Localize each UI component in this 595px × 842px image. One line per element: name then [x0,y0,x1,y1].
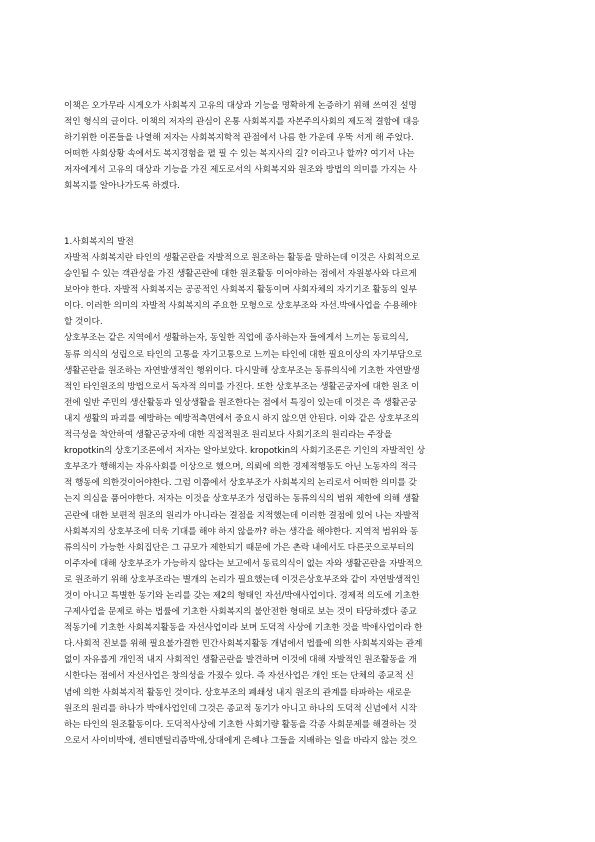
text-line: 곤란에 대한 보편적 원조의 원리가 아니라는 결점을 지적했는데 이러한 결점에 있어 나는 자발적 [64,510,420,521]
text-line: 저자에게서 고유의 대상과 기능을 가진 제도로서의 사회복지와 원조와 방법의 의미를 가지는 사 [64,165,417,176]
text-line: 원조의 원리를 하나가 박애사업인데 그것은 종교적 동기가 아니고 하나의 도덕적 신념에서 시작 [64,703,417,714]
text-line: 어떠한 사회상황 속에서도 복지경험을 펼 필 수 있는 복지사의 길? 이라고나 할까? 여기서 나는 [64,149,415,160]
text-line: 로 원조하기 위해 상호부조라는 별개의 논리가 필요했는데 이것은상호부조와 같이 자연발생적인 [64,574,420,585]
section-1-body [64,250,531,749]
text-line: 회복지를 알아나가도록 하겠다. [64,181,180,192]
text-line: 적인 타인원조의 방법으로서 독자적 의미를 가진다. 또한 상호부조는 생활곤궁자에 대한 원조 이 [64,381,420,392]
text-line: 상호부조는 같은 지역에서 생활하는자, 동일한 직업에 종사하는자 들에게서 느끼는 동료의식, [64,333,409,344]
text-line: 류의식이 가능한 사회집단은 그 규모가 제한되기 때문에 가은 촌락 내에서도 다른곳으로부터의 [64,542,415,553]
text-line: 적극성을 착안하여 생활곤궁자에 대한 직접적원조 원리보다 사회기조의 원리라는 주장을 [64,430,393,441]
text-line: 할 것이다. [64,317,103,328]
text-line: 이다. 이러한 의미의 자발적 사회복지의 주요한 모형으로 상호부조와 자선.박애사업을 수용해야 [64,301,417,312]
text-line: 자발적 사회복지란 타인의 생활곤란을 자발적으로 원조하는 활동을 말하는데 이것은 사회적으로 [64,253,420,263]
section-heading: 1.사회복지의 발전 [64,237,134,247]
text-line: 구제사업을 문제로 하는 법률에 기초한 사회복지의 불안전한 형태로 보는 것이 타당하겠다 종교 [64,607,417,618]
text-line: 동류 의식의 성립으로 타인의 고통을 자기고통으로 느끼는 타인에 대한 필요이상의 자기부담으로 [64,349,423,360]
text-line: 전에 일반 주민의 생산활동과 일상생활을 원조한다는 점에서 특징이 있는데 이것은 즉 생활곤궁 [64,397,417,408]
text-line: 승인될 수 있는 객관성을 가진 생활곤란에 대한 원조활동 이어야하는 점에서 자원봉사와 다르게 [64,269,417,280]
text-line: 이책은 오가무라 시게오가 사회복지 고유의 대상과 기능을 명확하게 논증하기 위해 쓰여진 설명 [64,101,417,111]
text-line: 생활곤란을 원조하는 자연발생적인 행위이다. 다시말해 상호부조는 동류의식에 기초한 자연발생 [64,365,420,376]
text-line: kropotkin의 상호기조론에서 저자는 알아보았다. kropotkin의 사회기조론은 기인의 자발적인 상 [64,446,426,457]
text-line: 적 행동에 의한것이어야한다. 그럼 이쯤에서 상호부조가 사회복지의 논리로서 어떠한 의미를 갖 [64,478,417,489]
text-line: 호부조가 행해지는 자유사회를 이상으로 했으며, 의뢰에 의한 경제적행동도 아닌 노동자의 적극 [64,462,417,473]
text-line: 는지 의심을 품어야한다. 저자는 이것을 상호부조가 성립하는 동류의식의 범위 제한에 의해 생활 [64,494,420,505]
text-line: 내지 생활의 파괴를 예방하는 예방적측면에서 중요시 하지 않으면 안된다. 이와 같은 상호부조의 [64,413,420,424]
text-line: 적동기에 기초한 사회복지활동을 자선사업이라 보며 도덕적 사상에 기초한 것을 박애사업이라 한 [64,623,423,634]
text-line: 것이 아니고 특별한 동기와 논리를 갖는 제2의 형태인 자선/박애사업이다. 경제적 의도에 기초한 [64,590,420,601]
text-line: 다.사회적 진보를 위해 필요불가결한 민간사회복지활동 개념에서 법률에 의한 사회복지와는 관계 [64,639,423,650]
text-line: 없이 자유롭게 개인적 내지 사회적인 생활곤란을 발견하며 이것에 대해 자발적인 원조활동을 개 [64,655,417,666]
text-line: 념에 의한 사회복지적 활동인 것이다. 상호부조의 폐쇄성 내지 원조의 관계를 타파하는 새로운 [64,687,412,698]
text-line: 하는 타인의 원조활동이다. 도덕적사상에 기초한 사회기량 활동을 각종 사회문제를 해결하는 것 [64,719,417,730]
section-1 [64,234,531,749]
text-line: 으로서 사이비박애, 센티멘털리즘박애,상대에게 은혜나 그들을 지배하는 일을 바라지 않는 것으 [64,735,417,746]
text-line: 사회복지의 상호부조에 더욱 기대를 해야 하지 않을까? 하는 생각을 해야한다. 지역적 범위와 동 [64,526,419,537]
text-line: 보아야 한다. 자발적 사회복지는 공공적인 사회복지 활동이며 사회자체의 자기기조 활동의 일부 [64,285,417,296]
text-line: 적인 형식의 글이다. 이책의 저자의 관심이 온통 사회복지를 자본주의사회의 제도적 결함에 대응 [64,117,420,128]
intro-paragraph [64,98,531,195]
text-line: 시한다는 점에서 자선사업은 창의성을 가졌수 있다. 즉 자선사업은 개인 또는 단체의 종교적 신 [64,671,414,682]
text-line: 이주자에 대해 상호부조가 가능하지 않다는 보고에서 동료의식이 없는 자와 생활곤란을 자발적으 [64,558,423,569]
intro-text [64,98,531,195]
text-line: 하기위한 이론들을 나열해 저자는 사회복지학적 관점에서 나름 한 가운데 우뚝 서게 해 주었다. [64,133,414,144]
